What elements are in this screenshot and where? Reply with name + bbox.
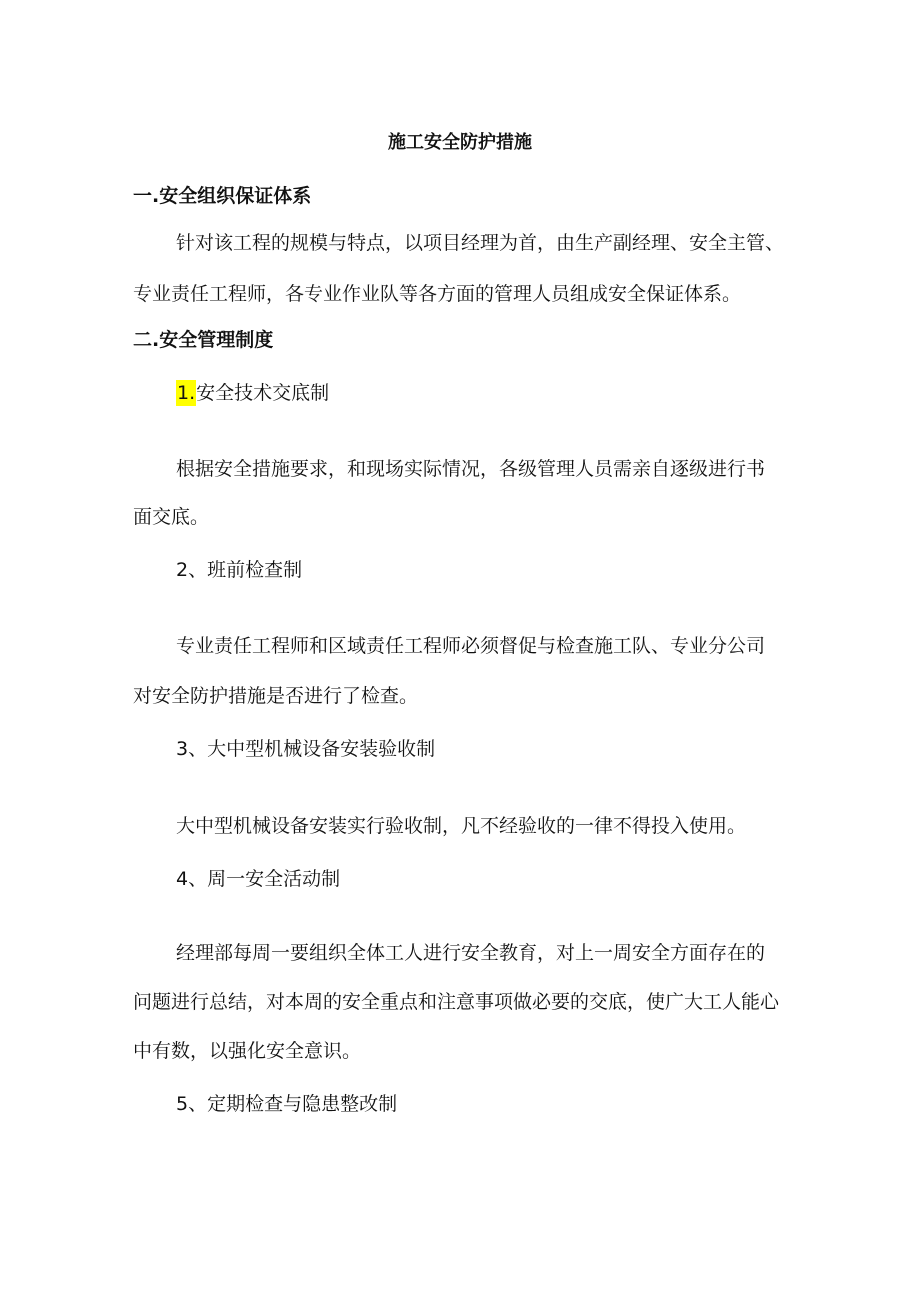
document-title: 施工安全防护措施 — [388, 132, 532, 153]
item-4-title: 周一安全活动制 — [207, 868, 341, 890]
item-5-title: 定期检查与隐患整改制 — [207, 1093, 398, 1115]
item-2-text-line-2: 对安全防护措施是否进行了检查。 — [133, 685, 419, 707]
item-1-number: 1. — [177, 382, 196, 404]
item-1-title: 安全技术交底制 — [196, 382, 330, 404]
item-3-text-line-1: 大中型机械设备安装实行验收制，凡不经验收的一律不得投入使用。 — [176, 815, 747, 837]
section-1-paragraph-line-1: 针对该工程的规模与特点，以项目经理为首，由生产副经理、安全主管、 — [176, 232, 785, 254]
item-4-number: 4、 — [176, 868, 208, 890]
item-2-text-line-1: 专业责任工程师和区域责任工程师必须督促与检查施工队、专业分公司 — [176, 635, 766, 657]
item-4-text-line-1: 经理部每周一要组织全体工人进行安全教育，对上一周安全方面存在的 — [176, 942, 766, 964]
item-3-heading — [176, 736, 435, 762]
section-1-heading: 一.安全组织保证体系 — [133, 185, 312, 207]
item-3-number: 3、 — [176, 738, 208, 760]
item-4-heading — [176, 866, 340, 892]
item-1-text-line-1: 根据安全措施要求，和现场实际情况，各级管理人员需亲自逐级进行书 — [176, 458, 766, 480]
item-5-heading — [176, 1091, 397, 1117]
item-1-heading — [176, 380, 329, 406]
item-4-text-line-2: 问题进行总结，对本周的安全重点和注意事项做必要的交底，使广大工人能心 — [133, 991, 780, 1013]
section-1-paragraph-line-2: 专业责任工程师，各专业作业队等各方面的管理人员组成安全保证体系。 — [133, 283, 742, 305]
item-2-number: 2、 — [176, 559, 208, 581]
item-4-text-line-3: 中有数，以强化安全意识。 — [133, 1040, 362, 1062]
item-1-text-line-2: 面交底。 — [133, 506, 210, 528]
section-2-heading: 二.安全管理制度 — [133, 329, 274, 351]
item-5-number: 5、 — [176, 1093, 208, 1115]
item-3-title: 大中型机械设备安装验收制 — [207, 738, 436, 760]
item-2-title: 班前检查制 — [207, 559, 303, 581]
item-2-heading — [176, 557, 302, 583]
